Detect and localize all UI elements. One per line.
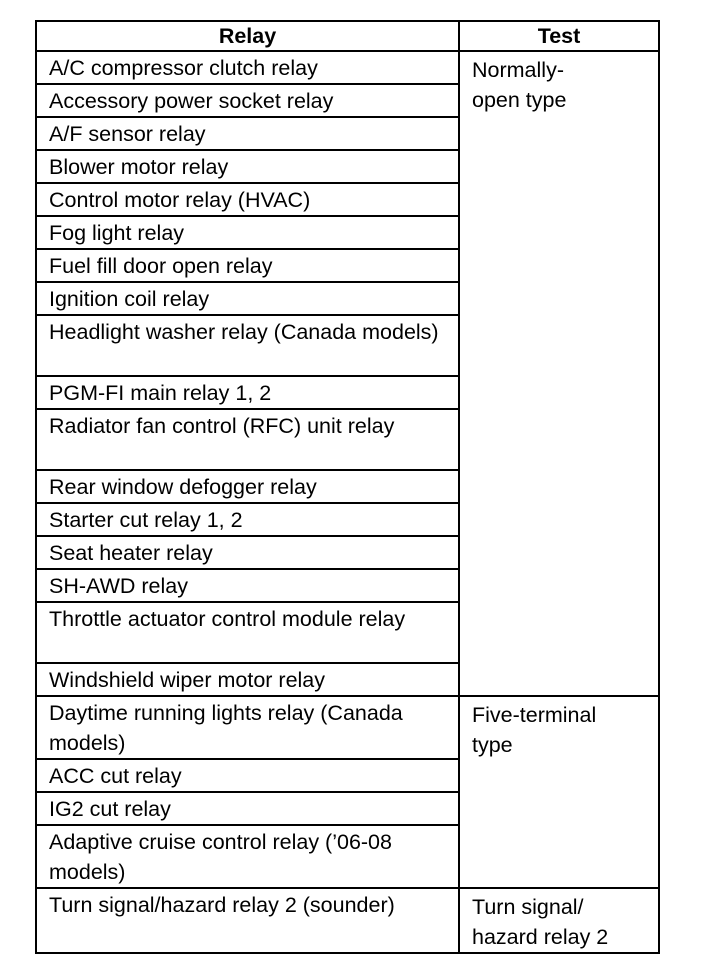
test-cell-five-terminal <box>459 696 659 888</box>
relay-cell: Radiator fan control (RFC) unit relay <box>36 409 459 470</box>
table-row <box>36 696 659 759</box>
relay-cell: Blower motor relay <box>36 150 459 183</box>
relay-cell: Adaptive cruise control relay (’06-08 models) <box>36 825 459 888</box>
relay-cell: Seat heater relay <box>36 536 459 569</box>
test-column-header: Test <box>459 21 659 51</box>
relay-cell: Headlight washer relay (Canada models) <box>36 315 459 376</box>
relay-cell: Ignition coil relay <box>36 282 459 315</box>
relay-cell: Fuel fill door open relay <box>36 249 459 282</box>
relay-cell: A/C compressor clutch relay <box>36 51 459 84</box>
header-row <box>36 21 659 51</box>
relay-cell: PGM-FI main relay 1, 2 <box>36 376 459 409</box>
relay-cell: Turn signal/hazard relay 2 (sounder) <box>36 888 459 953</box>
relay-cell: Throttle actuator control module relay <box>36 602 459 663</box>
table-row <box>36 888 659 953</box>
relay-cell: SH-AWD relay <box>36 569 459 602</box>
test-line: Normally- <box>472 58 564 82</box>
test-line: hazard relay 2 <box>472 925 609 949</box>
test-cell-turn-signal <box>459 888 659 953</box>
relay-cell: A/F sensor relay <box>36 117 459 150</box>
relay-cell: Accessory power socket relay <box>36 84 459 117</box>
relay-test-table <box>35 20 660 954</box>
relay-cell: Control motor relay (HVAC) <box>36 183 459 216</box>
table-row <box>36 51 659 84</box>
relay-cell: IG2 cut relay <box>36 792 459 825</box>
relay-cell: Windshield wiper motor relay <box>36 663 459 696</box>
test-cell-normally-open <box>459 51 659 696</box>
relay-column-header: Relay <box>36 21 459 51</box>
test-line: Turn signal/ <box>472 895 584 919</box>
relay-cell: Fog light relay <box>36 216 459 249</box>
test-line: Five-terminal <box>472 703 597 727</box>
relay-cell: Rear window defogger relay <box>36 470 459 503</box>
relay-cell: Starter cut relay 1, 2 <box>36 503 459 536</box>
relay-cell: Daytime running lights relay (Canada models) <box>36 696 459 759</box>
test-line: open type <box>472 88 567 112</box>
test-line: type <box>472 733 513 757</box>
relay-cell: ACC cut relay <box>36 759 459 792</box>
